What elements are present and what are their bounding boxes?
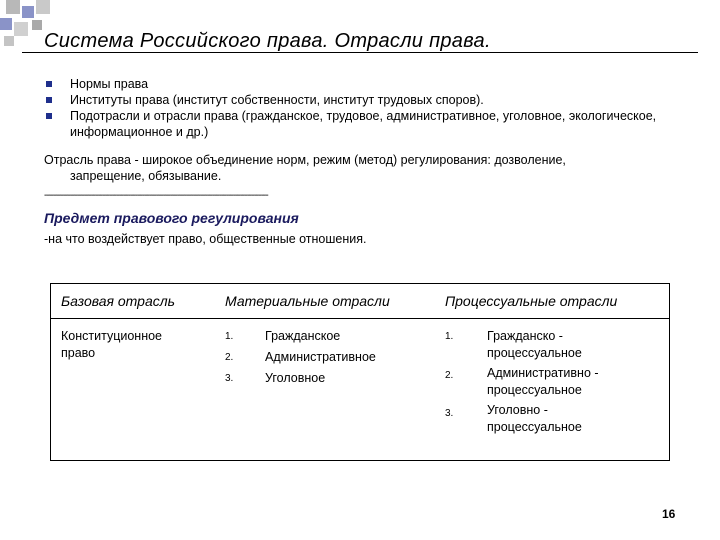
definition-line-2: запрещение, обязывание. [70,169,222,183]
square-bullet-icon [46,113,52,119]
header-material-branches: Материальные отрасли [225,293,390,309]
list-item: Подотрасли и отрасли права (гражданское, трудовое, административное, уголовное, экологическое, информационное и др.) [44,108,664,140]
square-bullet-icon [46,97,52,103]
procedural-num-3: 3. [445,408,454,419]
procedural-num-1: 1. [445,331,454,342]
material-num-1: 1. [225,331,234,342]
separator-line: ------------------------------------------------------------------------------------------------ [44,190,268,201]
page-title: Система Российского права. Отрасли права. [44,30,491,52]
branches-table [50,283,670,461]
base-branch-cell: Конституционное право [61,329,163,360]
procedural-item-3: Уголовно - процессуальное [487,403,582,434]
header-base-branch: Базовая отрасль [61,293,176,309]
subject-description: -на что воздействует право, общественные отношения. [44,232,367,246]
material-num-3: 3. [225,373,234,384]
header-divider [51,318,669,319]
square-bullet-icon [46,81,52,87]
bullet-list [44,76,664,140]
page-number: 16 [662,507,676,521]
title-underline [22,52,698,53]
material-item-1: Гражданское [265,329,341,343]
material-item-3: Уголовное [265,371,326,385]
procedural-num-2: 2. [445,370,454,381]
header-procedural-branches: Процессуальные отрасли [445,293,618,309]
list-item: Нормы права [44,76,664,92]
definition-line-1: Отрасль права - широкое объединение норм, режим (метод) регулирования: дозволение, [44,153,566,167]
material-item-2: Административное [265,350,376,364]
subject-heading: Предмет правового регулирования [44,210,299,226]
list-item: Институты права (институт собственности, институт трудовых споров). [44,92,664,108]
procedural-item-1: Гражданско - процессуальное [487,329,582,360]
definition-text [44,152,664,184]
material-num-2: 2. [225,352,234,363]
procedural-item-2: Административно - процессуальное [487,366,599,397]
